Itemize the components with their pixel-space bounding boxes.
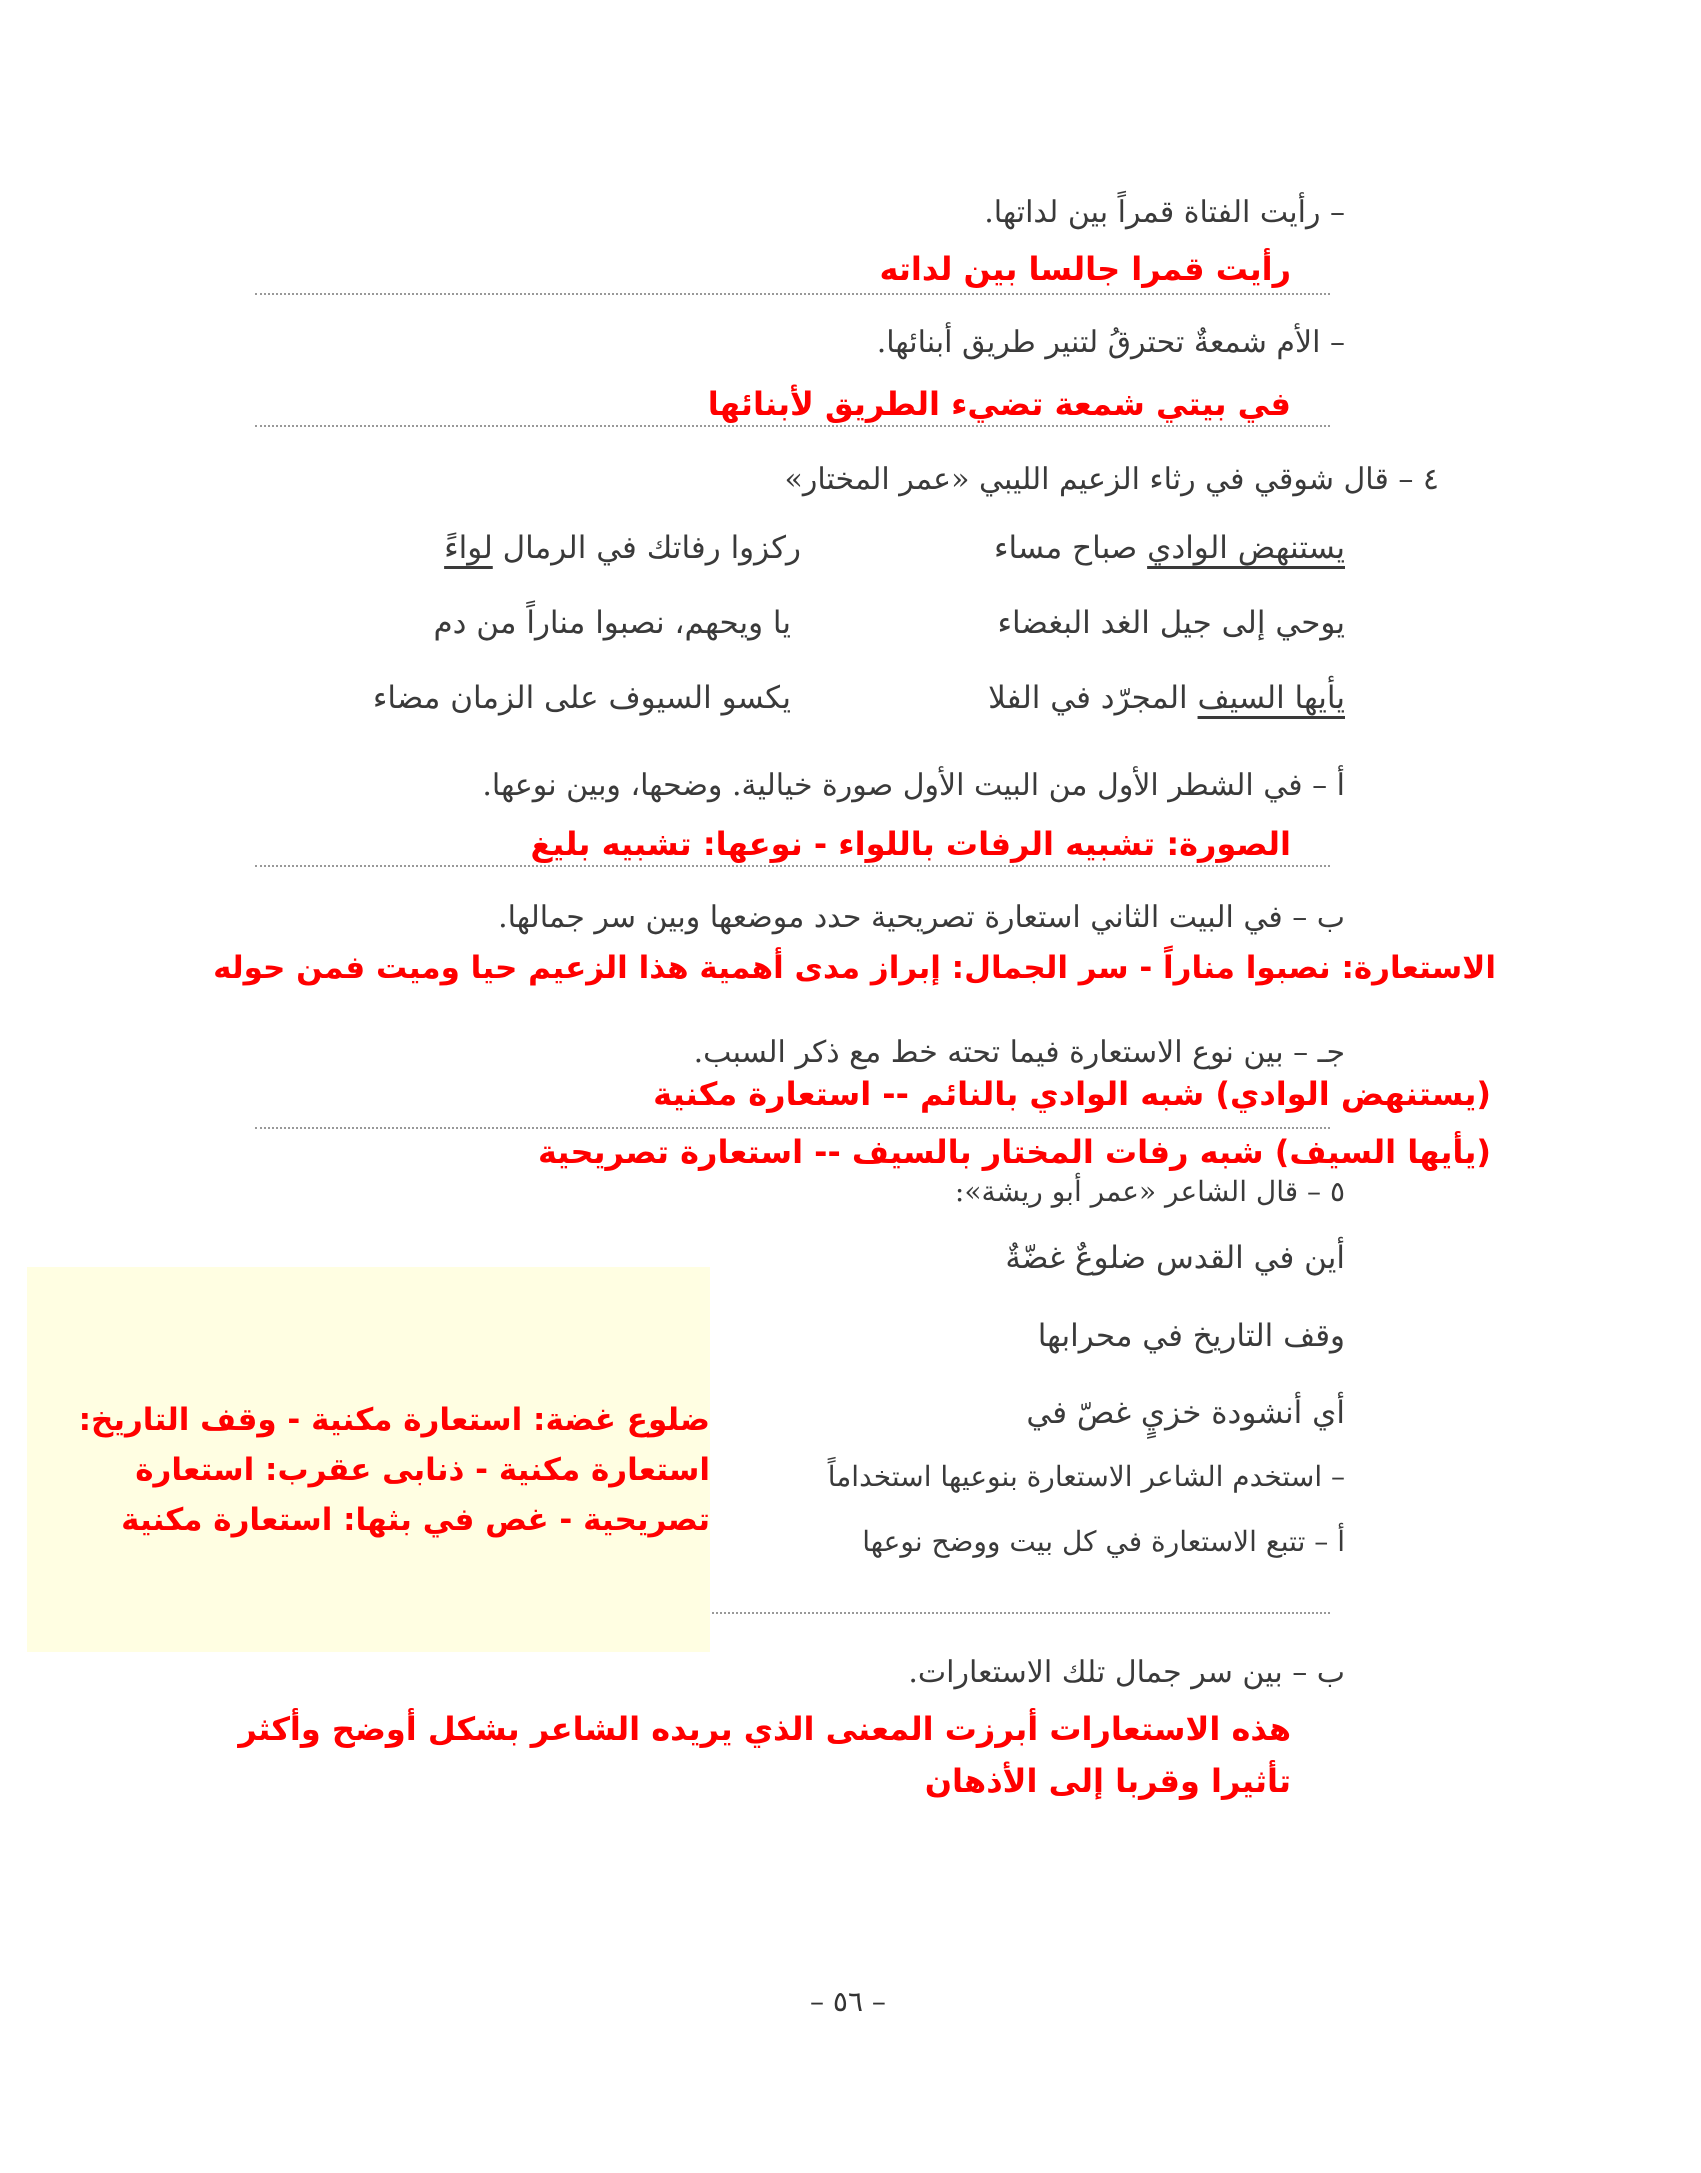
dotted-line [255, 865, 1330, 867]
verse-3-right-hemistich: يكسو السيوف على الزمان مضاء [372, 680, 791, 716]
dotted-line [255, 1127, 1330, 1129]
answer-4c-1: (يستنهض الوادي) شبه الوادي بالنائم -- استعارة مكنية [653, 1075, 1491, 1113]
question-5b: ب – بين سر جمال تلك الاستعارات. [908, 1655, 1345, 1690]
verse-5-1-left-hemistich: أين في القدس ضلوعٌ غضّةٌ [1005, 1240, 1345, 1276]
underlined-phrase: لواءً [444, 530, 493, 566]
answer-moon: رأيت قمرا جالسا بين لداته [879, 250, 1291, 288]
question-5-use: – استخدم الشاعر الاستعارة بنوعيها استخداماً [827, 1460, 1345, 1493]
verse-5-2-left-hemistich: وقف التاريخ في محرابها [1037, 1318, 1345, 1354]
verse-1-right-hemistich: ركزوا رفاتك في الرمال لواءً [444, 530, 801, 566]
sentence-candle: – الأم شمعةٌ تحترقُ لتنير طريق أبنائها. [876, 325, 1345, 360]
verse-3-left-hemistich: يأيها السيف المجرّد في الفلا [988, 680, 1345, 716]
verse-2-left-hemistich: يوحي إلى جيل الغد البغضاء [997, 605, 1345, 641]
verse-2-right-hemistich: يا ويحهم، نصبوا مناراً من دم [433, 605, 791, 641]
answer-candle: في بيتي شمعة تضيء الطريق لأبنائها [707, 385, 1291, 423]
question-5-intro: ٥ – قال الشاعر «عمر أبو ريشة»: [954, 1175, 1345, 1208]
answer-4a: الصورة: تشبيه الرفات باللواء - نوعها: تشبيه بليغ [530, 825, 1291, 863]
underlined-phrase: يستنهض الوادي [1147, 530, 1345, 566]
answer-note-text: ضلوع غضة: استعارة مكنية - وقف التاريخ: استعارة مكنية - ذنابى عقرب: استعارة تصريحية - غص في بثها: استعارة مكنية [78, 1402, 710, 1538]
question-4b: ب – في البيت الثاني استعارة تصريحية حدد موضعها وبين سر جمالها. [498, 900, 1345, 935]
page-number: – ٥٦ – [810, 1985, 886, 2018]
verse-1-left-hemistich: يستنهض الوادي صباح مساء [993, 530, 1345, 566]
answer-4c-2: (يأيها السيف) شبه رفات المختار بالسيف -- استعارة تصريحية [538, 1133, 1491, 1171]
question-4-intro: ٤ – قال شوقي في رثاء الزعيم الليبي «عمر المختار» [784, 462, 1439, 497]
answer-5b-line-1: هذه الاستعارات أبرزت المعنى الذي يريده الشاعر بشكل أوضح وأكثر [238, 1710, 1291, 1748]
dotted-line [255, 293, 1330, 295]
underlined-phrase: يأيها السيف [1197, 680, 1345, 716]
dotted-line [255, 425, 1330, 427]
sentence-moon: – رأيت الفتاة قمراً بين لداتها. [984, 195, 1345, 230]
verse-5-3-left-hemistich: أي أنشودة خزيٍ غصّ في [1026, 1395, 1345, 1431]
question-4c: جـ – بين نوع الاستعارة فيما تحته خط مع ذكر السبب. [693, 1035, 1345, 1070]
question-4a: أ – في الشطر الأول من البيت الأول صورة خيالية. وضحها، وبين نوعها. [482, 768, 1345, 803]
answer-4b: الاستعارة: نصبوا مناراً - سر الجمال: إبراز مدى أهمية هذا الزعيم حيا وميت فمن حوله [213, 950, 1496, 986]
question-5a: أ – تتبع الاستعارة في كل بيت ووضح نوعها [862, 1525, 1345, 1558]
answer-5b-line-2: تأثيرا وقربا إلى الأذهان [924, 1762, 1291, 1800]
